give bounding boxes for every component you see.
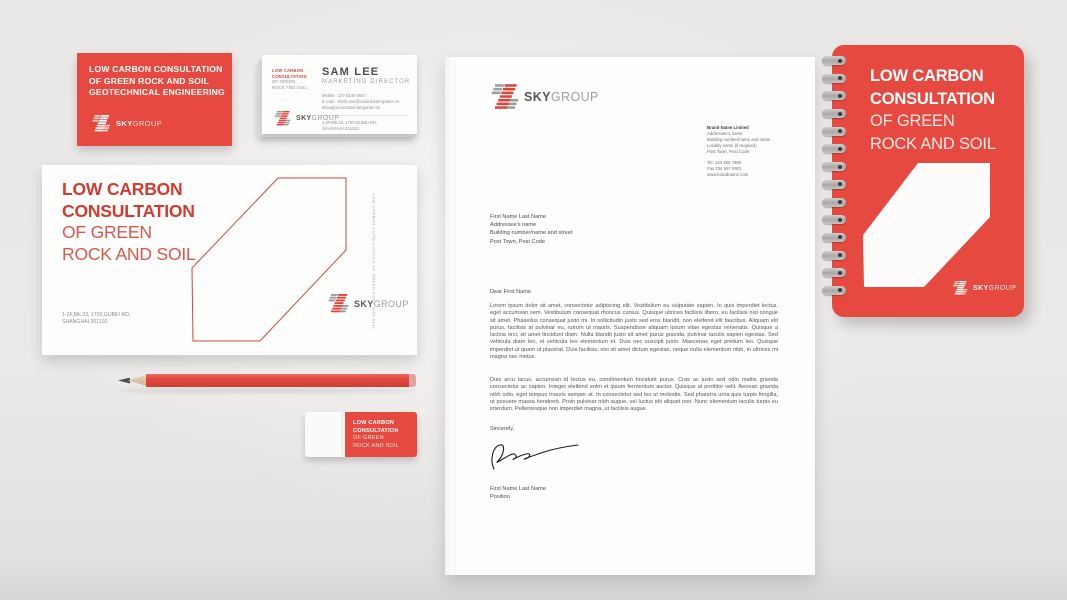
envelope-address-line: SHANGHAI 201103 [62, 319, 108, 325]
letter-closing: Sincerely, [490, 426, 515, 432]
skygroup-logo-icon [325, 294, 349, 313]
skygroup-logo-icon [89, 115, 111, 132]
tagline-line: LOW CARBON [272, 68, 304, 73]
envelope-address [62, 312, 130, 326]
recipient-line: Addressee's name [490, 222, 537, 229]
skygroup-logo-wordmark: SKYGROUP [524, 90, 599, 104]
title-line-light: ROCK AND SOIL [870, 134, 996, 153]
spiral-ring [822, 268, 846, 277]
title-line-bold: LOW CARBON [62, 179, 183, 199]
red-card-line-3: GEOTECHNICAL ENGINEERING [89, 87, 225, 97]
skygroup-logo-white [950, 281, 1016, 295]
red-pencil [118, 374, 416, 387]
contact-email: E-mail : shelly.wei@luctonkindergarten.cn [322, 98, 400, 104]
signatory-name: First Name Last Name [490, 486, 546, 492]
card-address-line: SHANGHAI 201103 [322, 125, 359, 131]
eraser-sleeve-edge [341, 412, 345, 457]
skygroup-logo-color [325, 294, 409, 313]
paper-fold-line [455, 57, 456, 575]
envelope-vertical-tagline: LOW CARBON CONSULTATION OF GREEN ROCK AND SOIL [371, 193, 377, 330]
skygroup-logo-color [487, 84, 599, 110]
spiral-ring [822, 56, 846, 65]
tagline-line: OF GREEN [353, 435, 384, 442]
business-card [262, 55, 417, 134]
skygroup-logo-icon [487, 84, 519, 110]
tagline-line: CONSULTATION [353, 427, 399, 434]
tagline-line: OF GREEN [272, 79, 296, 85]
tagline-line: CONSULTATION [272, 73, 307, 79]
spiral-ring [822, 286, 846, 295]
skygroup-logo-wordmark: SKYGROUP [296, 115, 340, 122]
letter-paragraph-1: Lorem ipsum dolor sit amet, consectetur adipiscing elit. Vestibulum eu vulputate sapien. In quis imperdiet lectus, eget accumsan sem. Vestibulum consequat rhoncus cursus. Quisque ultrices facilisis libero, eu facilisis nisl congue sit amet. Phasellus consequat justo mi. In sollicitudin justo sed eros blandit, non eleifend elit faucibus. Aliquam elit purus, facilisis at pulvinar eu, rutrum ut mauris. Suspendisse aliquam ipsum vitae egestas venenatis. Quisque a lacinia orci, sit amet tincidunt diam. Nulla blandit justo sit amet purus gravida, pulvinar iaculis sapien egestas. Sed vehicula diam leo, et vehicula leo elementum et. Duis nec suscipit justo. Maecenas eget pretium leo. Quisque imperdiet ut quam ut placerat. Duis facilisis, nisi sit amet dictum egestas, neque nulla elementum nibh, in ultrices mi magna nec metus. [490, 303, 778, 361]
skygroup-logo-wordmark: SKYGROUP [354, 298, 409, 309]
spiral-ring [822, 251, 846, 260]
title-line-light: OF GREEN [870, 112, 955, 130]
spiral-ring [822, 233, 846, 242]
letterhead-recipient-block [490, 213, 572, 246]
contact-name: SAM LEE [322, 66, 380, 78]
eraser [305, 412, 417, 457]
letterhead-sender-block [707, 125, 770, 178]
envelope-address-line: 1-2F,Blk.33, 1700,GUBEI RD, [62, 312, 131, 318]
business-card-side-tagline [272, 68, 307, 90]
red-card-line-2: OF GREEN ROCK AND SOIL [89, 75, 210, 86]
spiral-ring [822, 127, 846, 136]
title-line-light: OF GREEN [62, 222, 152, 242]
tagline-line: LOW CARBON [353, 420, 395, 426]
pencil-body [146, 374, 410, 387]
card-address-line: 1-2F,Blk.33, 1700,GUBEI RD, [322, 120, 378, 125]
contact-role: MARKETING DIRECTOR [322, 79, 411, 85]
letter-salutation: Dear First Name [490, 289, 532, 295]
paper-shade [445, 57, 455, 575]
spiral-ring [822, 162, 846, 171]
spiral-ring [822, 215, 846, 224]
spiral-ring [822, 74, 846, 83]
title-line-bold: LOW CARBON [870, 67, 984, 85]
red-card-line-1: LOW CARBON CONSULTATION [89, 64, 223, 74]
recipient-line: First Name Last Name [490, 214, 546, 220]
sender-contact-line: www.brandname.com [707, 172, 749, 177]
notebook-spiral-binding [822, 56, 848, 312]
skygroup-logo-icon [272, 111, 291, 126]
envelope [42, 165, 417, 355]
contact-web: shanghai.luctonkindergarten.cn [322, 104, 381, 110]
notebook-title [870, 65, 996, 155]
recipient-line: Post Town, Post Code [490, 238, 545, 245]
contact-mobile: Mobile : 137 6140 8847 [322, 93, 366, 98]
spiral-ring [822, 180, 846, 189]
sender-contact-line: Fax 234 567 8901 [707, 166, 742, 171]
spiral-ring [822, 109, 846, 118]
sender-line: Locality name (if required) [707, 143, 757, 148]
tagline-line: ROCK AND SOIL [272, 84, 308, 90]
sender-line: Building number/name and street [707, 137, 771, 142]
letter-paragraph-2: Duis arcu lacus, accumsan id lectus eu, condimentum tincidunt purus. Cras ac justo sed odio mattis gravida consectetur ac sapien. Integer eleifend enim et ipsum fermentum auctor. Quisque at porttitor velit. Aenean gravida nibh odio, eget tempus mauris semper at. In consectetur sed leo ut molestie. Sed pharetra urna quis turpis fringilla, ut posuere massa hendrerit. Proin pulvinar nibh augue, vel luctus elit aliquet non. Nunc elementum iaculis turpis eu interdum. Pellentesque non imperdiet magna, ut facilisis augue. [490, 377, 778, 413]
eraser-tagline [353, 420, 399, 450]
handwritten-signature [488, 439, 583, 477]
spiral-ring [822, 198, 846, 207]
title-line-light: ROCK AND SOIL [62, 243, 196, 264]
sender-line: Post Town, Post Code [707, 149, 750, 154]
title-line-bold: CONSULTATION [62, 200, 195, 221]
recipient-line: Building number/name and street [490, 230, 573, 237]
sender-line: Brand Name Limited [707, 125, 749, 130]
tagline-line: ROCK AND SOIL [353, 442, 400, 449]
red-card-title [89, 64, 225, 99]
envelope-title [62, 179, 196, 265]
skygroup-logo-icon [950, 281, 968, 295]
skygroup-logo-wordmark: SKYGROUP [116, 119, 163, 128]
card-address [322, 120, 377, 131]
signatory-position: Position [490, 494, 510, 500]
notebook [832, 45, 1024, 317]
red-info-card [77, 53, 232, 146]
pencil-end-cap [409, 374, 416, 387]
spiral-ring [822, 144, 846, 153]
title-line-bold: CONSULTATION [870, 89, 995, 108]
letterhead [445, 57, 815, 575]
skygroup-logo-white [89, 115, 162, 132]
sender-contact-line: Tel: 123 456 7890 [707, 160, 742, 165]
letter-signatory [490, 485, 546, 501]
spiral-ring [822, 91, 846, 100]
sender-line: Addressee's name [707, 131, 743, 136]
skygroup-logo-wordmark: SKYGROUP [973, 284, 1017, 292]
pencil-shadow [118, 388, 416, 393]
contact-details [322, 93, 400, 110]
